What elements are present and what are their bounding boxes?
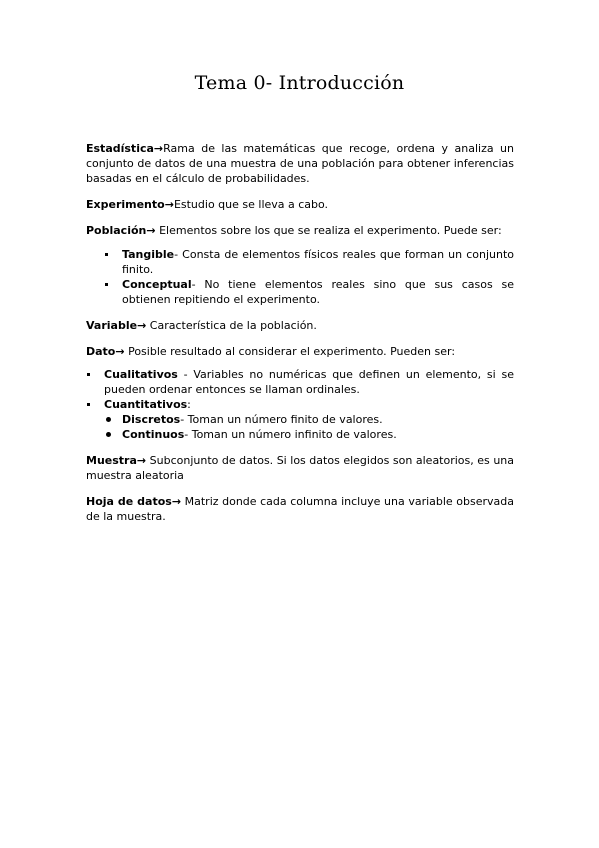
definition-hoja-de-datos	[86, 494, 514, 524]
term-dato: Dato	[86, 345, 116, 358]
term-cuantitativos: Cuantitativos	[104, 398, 188, 411]
page-title: Tema 0- Introducción	[194, 72, 405, 94]
definition-text: Estudio que se lleva a cabo.	[173, 198, 329, 211]
term-conceptual: Conceptual	[122, 278, 192, 291]
definition-variable	[86, 318, 514, 333]
arrow-icon: →	[136, 454, 147, 467]
term-estadistica: Estadística	[86, 142, 154, 155]
term-cualitativos: Cualitativos	[104, 368, 178, 381]
term-hoja-de-datos: Hoja de datos	[86, 495, 172, 508]
dato-list	[86, 367, 514, 442]
definition-text: Posible resultado al considerar el experimento. Pueden ser:	[124, 345, 456, 358]
definition-text: Subconjunto de datos. Si los datos elegidos son aleatorios, es una muestra aleatoria	[86, 454, 514, 482]
term-continuos: Continuos	[122, 428, 185, 441]
term-poblacion: Población	[86, 224, 147, 237]
arrow-icon: →	[164, 198, 174, 211]
cuantitativos-list	[86, 412, 514, 442]
definition-poblacion	[86, 223, 514, 238]
list-item	[86, 367, 514, 397]
list-item-text: - Consta de elementos físicos reales que forman un conjunto finito.	[122, 248, 514, 276]
term-experimento: Experimento	[86, 198, 165, 211]
list-item-text: - Toman un número finito de valores.	[180, 413, 383, 426]
list-item-text: :	[187, 398, 191, 411]
arrow-icon: →	[153, 142, 164, 155]
document-body	[86, 141, 514, 535]
list-item-text: - Variables no numéricas que definen un elemento, si se pueden ordenar entonces se llaman ordinales.	[104, 368, 514, 396]
definition-dato	[86, 344, 514, 359]
term-tangible: Tangible	[122, 248, 175, 261]
term-variable: Variable	[86, 319, 138, 332]
definition-text: Característica de la población.	[146, 319, 317, 332]
arrow-icon: →	[137, 319, 147, 332]
definition-muestra	[86, 453, 514, 483]
list-item	[86, 412, 514, 427]
list-item	[86, 277, 514, 307]
list-item-text: - Toman un número infinito de valores.	[184, 428, 397, 441]
list-item	[86, 247, 514, 277]
definition-text: Elementos sobre los que se realiza el experimento. Puede ser:	[155, 224, 502, 237]
arrow-icon: →	[115, 345, 125, 358]
definition-text: Rama de las matemáticas que recoge, ordena y analiza un conjunto de datos de una muestra de una población para obtener inferencias basadas en el cálculo de probabilidades.	[86, 142, 514, 185]
list-item	[86, 397, 514, 442]
arrow-icon: →	[171, 495, 182, 508]
arrow-icon: →	[146, 224, 156, 237]
list-item	[86, 427, 514, 442]
list-item-text: - No tiene elementos reales sino que sus casos se obtienen repitiendo el experimento.	[122, 278, 514, 306]
definition-experimento	[86, 197, 514, 212]
definition-estadistica	[86, 141, 514, 186]
term-muestra: Muestra	[86, 454, 137, 467]
poblacion-list	[86, 247, 514, 307]
definition-text: Matriz donde cada columna incluye una variable observada de la muestra.	[86, 495, 514, 523]
term-discretos: Discretos	[122, 413, 181, 426]
